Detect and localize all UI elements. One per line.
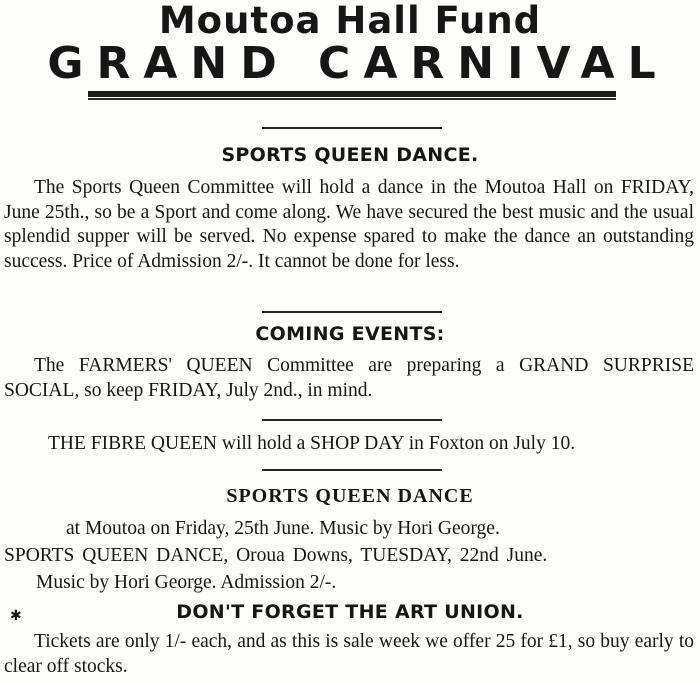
art-union-body: Tickets are only 1/- each, and as this is sale week we offer 25 for £1, so buy early to clear off stocks.	[4, 631, 694, 677]
section-separator	[262, 419, 442, 421]
coming-events-heading: COMING EVENTS:	[255, 323, 445, 345]
sports-dance-heading: SPORTS QUEEN DANCE.	[221, 144, 479, 166]
section-separator	[262, 311, 442, 313]
sports-dance-2-line: at Moutoa on Friday, 25th June. Music by Hori George.	[66, 518, 500, 539]
sports-dance-2-heading: SPORTS QUEEN DANCE	[226, 485, 474, 507]
sports-dance-body: The Sports Queen Committee will hold a dance in the Moutoa Hall on FRIDAY, June 25th., so be a Sport and come along. We have secured the best music and the usual splendid supper will be served. No expense spared to make the dance an outstanding success. Price of Admission 2/-. It cannot be done for less.	[4, 177, 694, 272]
header-thick-rule	[88, 91, 616, 97]
art-union-heading: DON'T FORGET THE ART UNION.	[176, 601, 524, 623]
bullet-mark-icon: ✱	[10, 609, 22, 624]
fibre-queen-notice: THE FIBRE QUEEN will hold a SHOP DAY in Foxton on July 10.	[48, 433, 576, 454]
sports-dance-2-line: SPORTS QUEEN DANCE, Oroua Downs, TUESDAY, 22nd June.	[4, 545, 548, 566]
section-separator	[262, 127, 442, 129]
carnival-title: GRAND CARNIVAL	[47, 38, 669, 89]
fund-title: Moutoa Hall Fund	[158, 0, 542, 42]
coming-events-body: The FARMERS' QUEEN Committee are preparing a GRAND SURPRISE SOCIAL, so keep FRIDAY, July 2nd., in mind.	[4, 355, 694, 401]
section-separator	[262, 469, 442, 471]
sports-dance-2-line: Music by Hori George. Admission 2/-.	[36, 572, 337, 593]
header-thin-rule	[88, 98, 616, 100]
